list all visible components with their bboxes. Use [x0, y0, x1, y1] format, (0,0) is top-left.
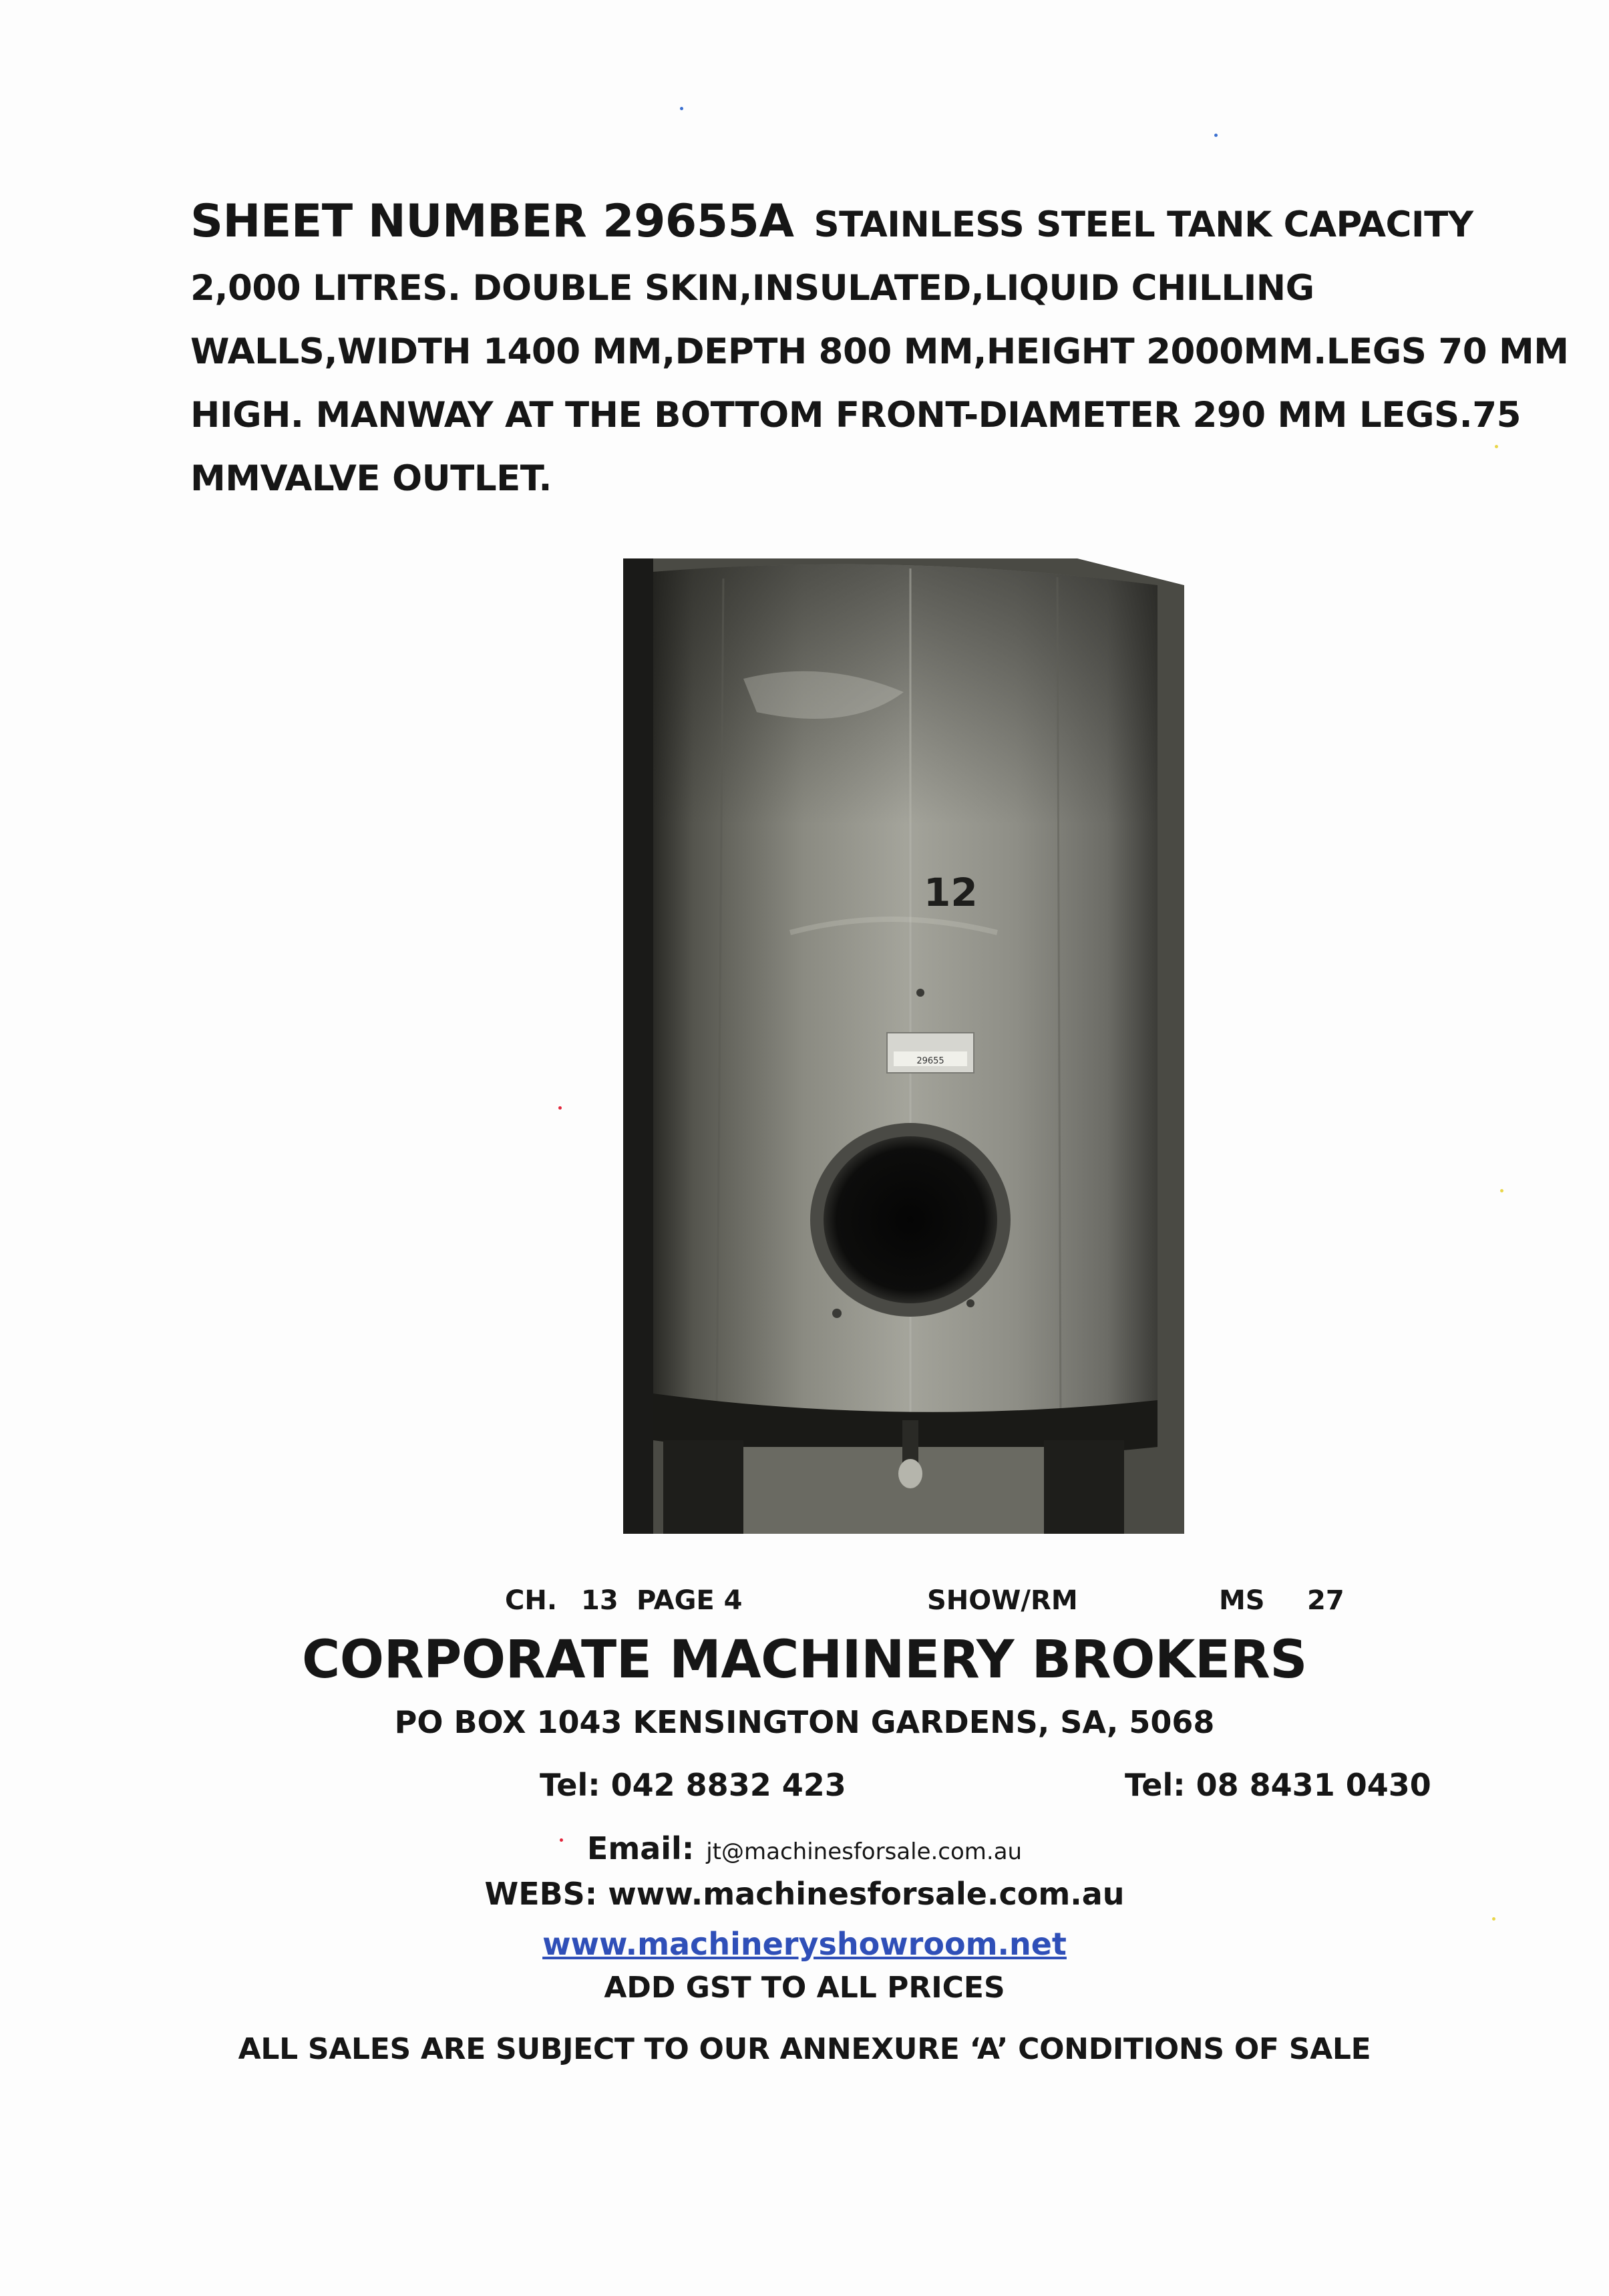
email-label: Email:	[586, 1830, 695, 1866]
reference-ch-value: 13	[581, 1585, 618, 1616]
conditions-of-sale: ALL SALES ARE SUBJECT TO OUR ANNEXURE ‘A’ CONDITIONS OF SALE	[238, 2032, 1371, 2066]
gst-note: ADD GST TO ALL PRICES	[604, 1971, 1005, 2005]
email-address: jt@machinesforsale.com.au	[706, 1838, 1023, 1865]
reference-location: SHOW/RM	[927, 1585, 1078, 1616]
scan-speck	[1214, 134, 1218, 137]
showroom-link-row	[0, 1923, 1609, 1965]
item-description: STAINLESS STEEL TANK CAPACITY 2,000 LITRES. DOUBLE SKIN,INSULATED,LIQUID CHILLING WALLS,WIDTH 1400 MM,DEPTH 800 MM,HEIGHT 2000MM.LEGS 70 MM HIGH. MANWAY AT THE BOTTOM FRONT-DIAMETER 290 MM LEGS.75 MMVALVE OUTLET.	[190, 204, 1569, 499]
scan-speck	[1492, 1917, 1495, 1921]
company-name: CORPORATE MACHINERY BROKERS	[302, 1630, 1307, 1690]
sheet-number-label: SHEET NUMBER	[190, 195, 587, 248]
tank-number-marking: 12	[924, 870, 978, 915]
telephone-mobile: Tel: 042 8832 423	[540, 1767, 846, 1803]
telephone-landline: Tel: 08 8431 0430	[1125, 1767, 1431, 1803]
tank-photo	[623, 558, 1184, 1534]
reference-ch-label: CH.	[505, 1585, 558, 1616]
showroom-link[interactable]: www.machineryshowroom.net	[542, 1926, 1067, 1962]
websites-line: WEBS: www.machinesforsale.com.au	[484, 1876, 1125, 1912]
label-tag-text: 29655	[916, 1056, 944, 1066]
reference-page: PAGE 4	[637, 1585, 743, 1616]
company-address: PO BOX 1043 KENSINGTON GARDENS, SA, 5068	[394, 1704, 1215, 1740]
scan-speck	[1495, 445, 1498, 448]
email-row	[0, 1827, 1609, 1877]
reference-ms-label: MS	[1219, 1585, 1265, 1616]
reference-ms-value: 27	[1307, 1585, 1345, 1616]
sheet-header	[190, 190, 1580, 510]
scan-speck	[680, 107, 683, 110]
scan-speck	[558, 1106, 562, 1110]
scan-speck	[1500, 1189, 1503, 1192]
scan-speck	[560, 1838, 563, 1842]
sheet-number-value: 29655A	[602, 195, 794, 248]
